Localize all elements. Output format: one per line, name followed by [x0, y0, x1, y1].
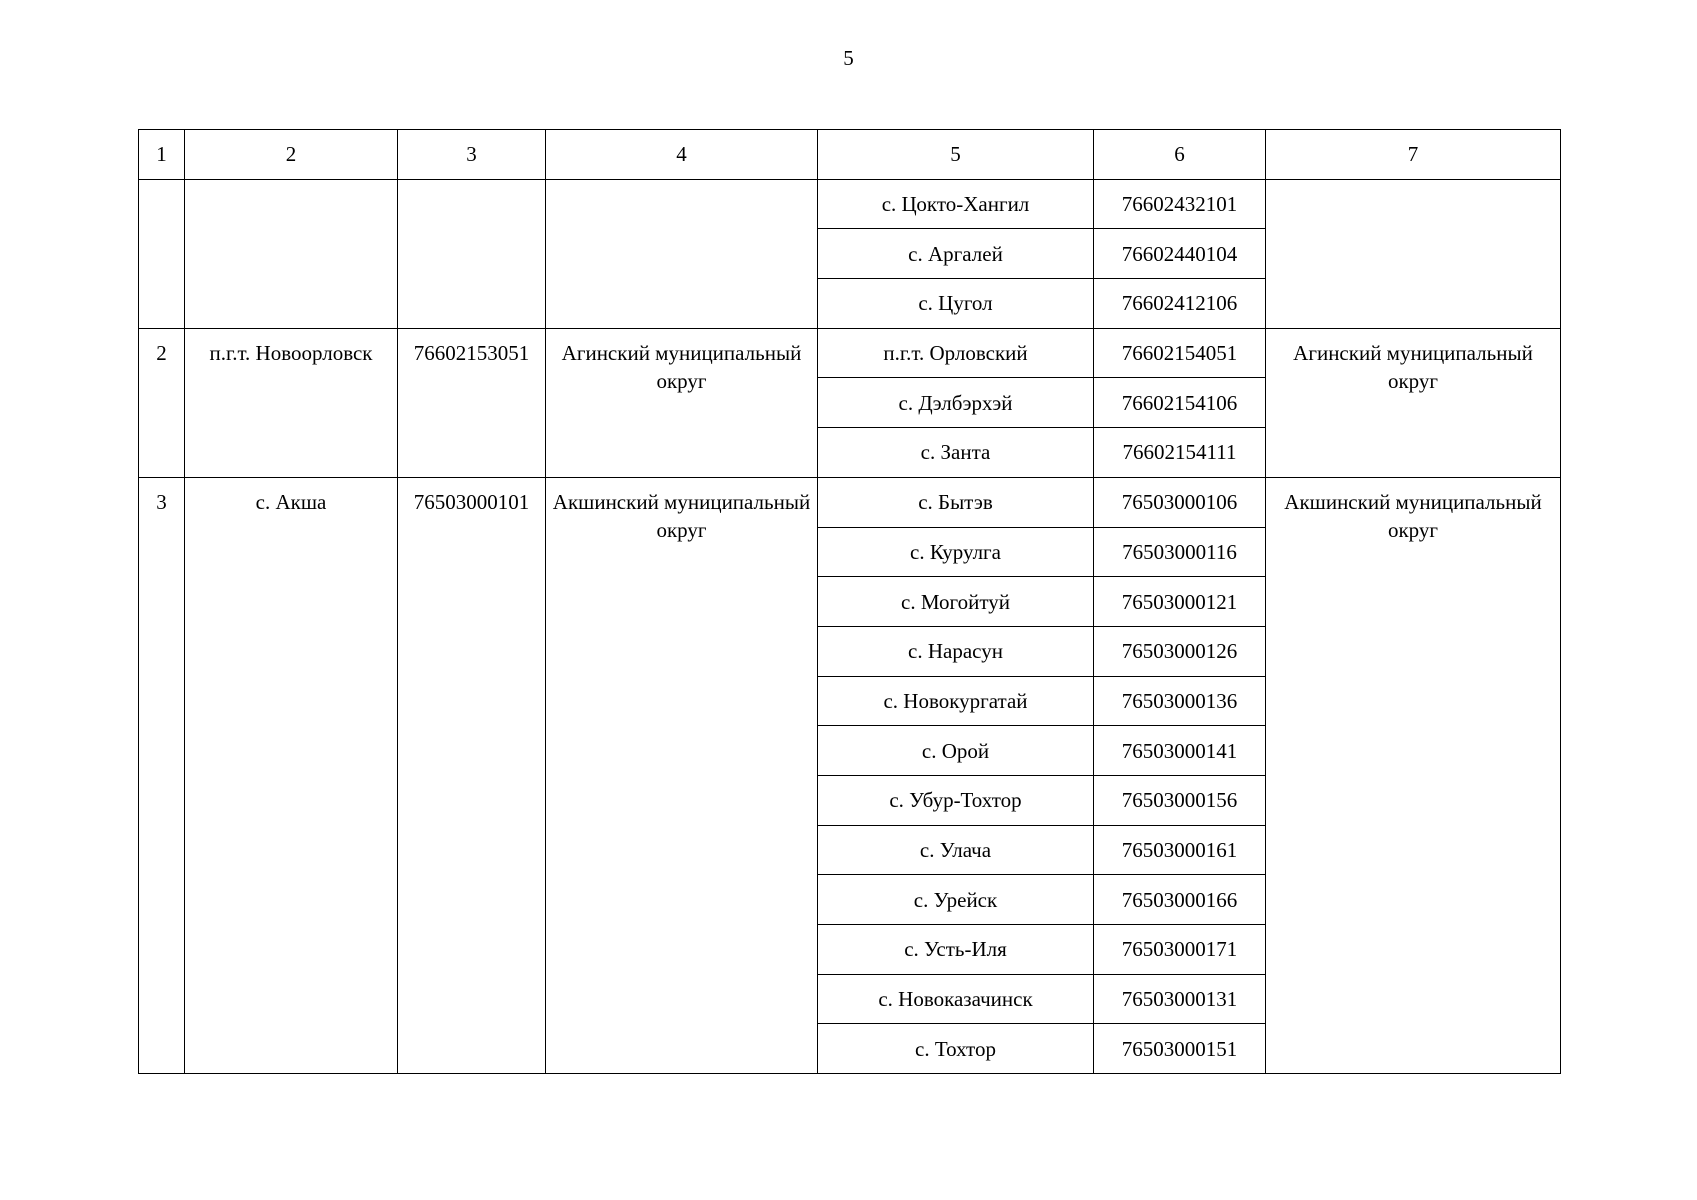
district-cell: Акшинский муниципальный округ — [546, 477, 818, 1073]
settlement-cell: с. Курулга — [818, 527, 1094, 577]
locality-code-cell: 76602153051 — [398, 328, 546, 477]
settlement-cell: п.г.т. Орловский — [818, 328, 1094, 378]
settlement-cell: с. Цокто-Хангил — [818, 179, 1094, 229]
settlement-code-cell: 76503000136 — [1094, 676, 1266, 726]
settlement-code-cell: 76503000121 — [1094, 577, 1266, 627]
table-row — [139, 328, 1561, 378]
header-cell: 6 — [1094, 130, 1266, 180]
settlement-code-cell: 76503000126 — [1094, 626, 1266, 676]
page-number: 5 — [843, 46, 854, 70]
settlement-code-cell: 76602154051 — [1094, 328, 1266, 378]
locality-cell — [185, 179, 398, 328]
settlement-cell: с. Убур-Тохтор — [818, 775, 1094, 825]
settlement-cell: с. Орой — [818, 726, 1094, 776]
district-cell — [1266, 179, 1561, 328]
header-cell: 5 — [818, 130, 1094, 180]
settlement-code-cell: 76503000106 — [1094, 477, 1266, 527]
settlement-cell: с. Улача — [818, 825, 1094, 875]
settlement-cell: с. Тохтор — [818, 1024, 1094, 1074]
settlement-code-cell: 76503000171 — [1094, 925, 1266, 975]
settlement-code-cell: 76602412106 — [1094, 279, 1266, 329]
header-cell: 4 — [546, 130, 818, 180]
settlement-code-cell: 76503000156 — [1094, 775, 1266, 825]
table-row — [139, 179, 1561, 229]
settlement-code-cell: 76503000151 — [1094, 1024, 1266, 1074]
district-cell — [546, 179, 818, 328]
settlement-cell: с. Урейск — [818, 875, 1094, 925]
settlement-code-cell: 76503000166 — [1094, 875, 1266, 925]
header-cell: 1 — [139, 130, 185, 180]
settlement-cell: с. Бытэв — [818, 477, 1094, 527]
locality-cell: п.г.т. Новоорловск — [185, 328, 398, 477]
row-number-cell: 2 — [139, 328, 185, 477]
district-cell: Агинский муниципальный округ — [546, 328, 818, 477]
settlement-code-cell: 76503000141 — [1094, 726, 1266, 776]
settlement-cell: с. Усть-Иля — [818, 925, 1094, 975]
settlement-code-cell: 76503000131 — [1094, 974, 1266, 1024]
settlement-code-cell: 76503000161 — [1094, 825, 1266, 875]
settlements-table — [138, 129, 1561, 1074]
table-body — [139, 130, 1561, 1074]
settlement-code-cell: 76602440104 — [1094, 229, 1266, 279]
header-cell: 7 — [1266, 130, 1561, 180]
settlement-code-cell: 76602154106 — [1094, 378, 1266, 428]
table-row — [139, 477, 1561, 527]
settlement-cell: с. Могойтуй — [818, 577, 1094, 627]
settlement-cell: с. Цугол — [818, 279, 1094, 329]
row-number-cell: 3 — [139, 477, 185, 1073]
settlement-cell: с. Дэлбэрхэй — [818, 378, 1094, 428]
district-cell: Акшинский муниципальный округ — [1266, 477, 1561, 1073]
header-row — [139, 130, 1561, 180]
settlement-code-cell: 76503000116 — [1094, 527, 1266, 577]
settlement-code-cell: 76602432101 — [1094, 179, 1266, 229]
row-number-cell — [139, 179, 185, 328]
settlement-code-cell: 76602154111 — [1094, 428, 1266, 478]
locality-code-cell: 76503000101 — [398, 477, 546, 1073]
locality-code-cell — [398, 179, 546, 328]
header-cell: 2 — [185, 130, 398, 180]
settlement-cell: с. Занта — [818, 428, 1094, 478]
district-cell: Агинский муниципальный округ — [1266, 328, 1561, 477]
settlement-cell: с. Новоказачинск — [818, 974, 1094, 1024]
settlement-cell: с. Нарасун — [818, 626, 1094, 676]
locality-cell: с. Акша — [185, 477, 398, 1073]
header-cell: 3 — [398, 130, 546, 180]
settlement-cell: с. Аргалей — [818, 229, 1094, 279]
settlement-cell: с. Новокургатай — [818, 676, 1094, 726]
